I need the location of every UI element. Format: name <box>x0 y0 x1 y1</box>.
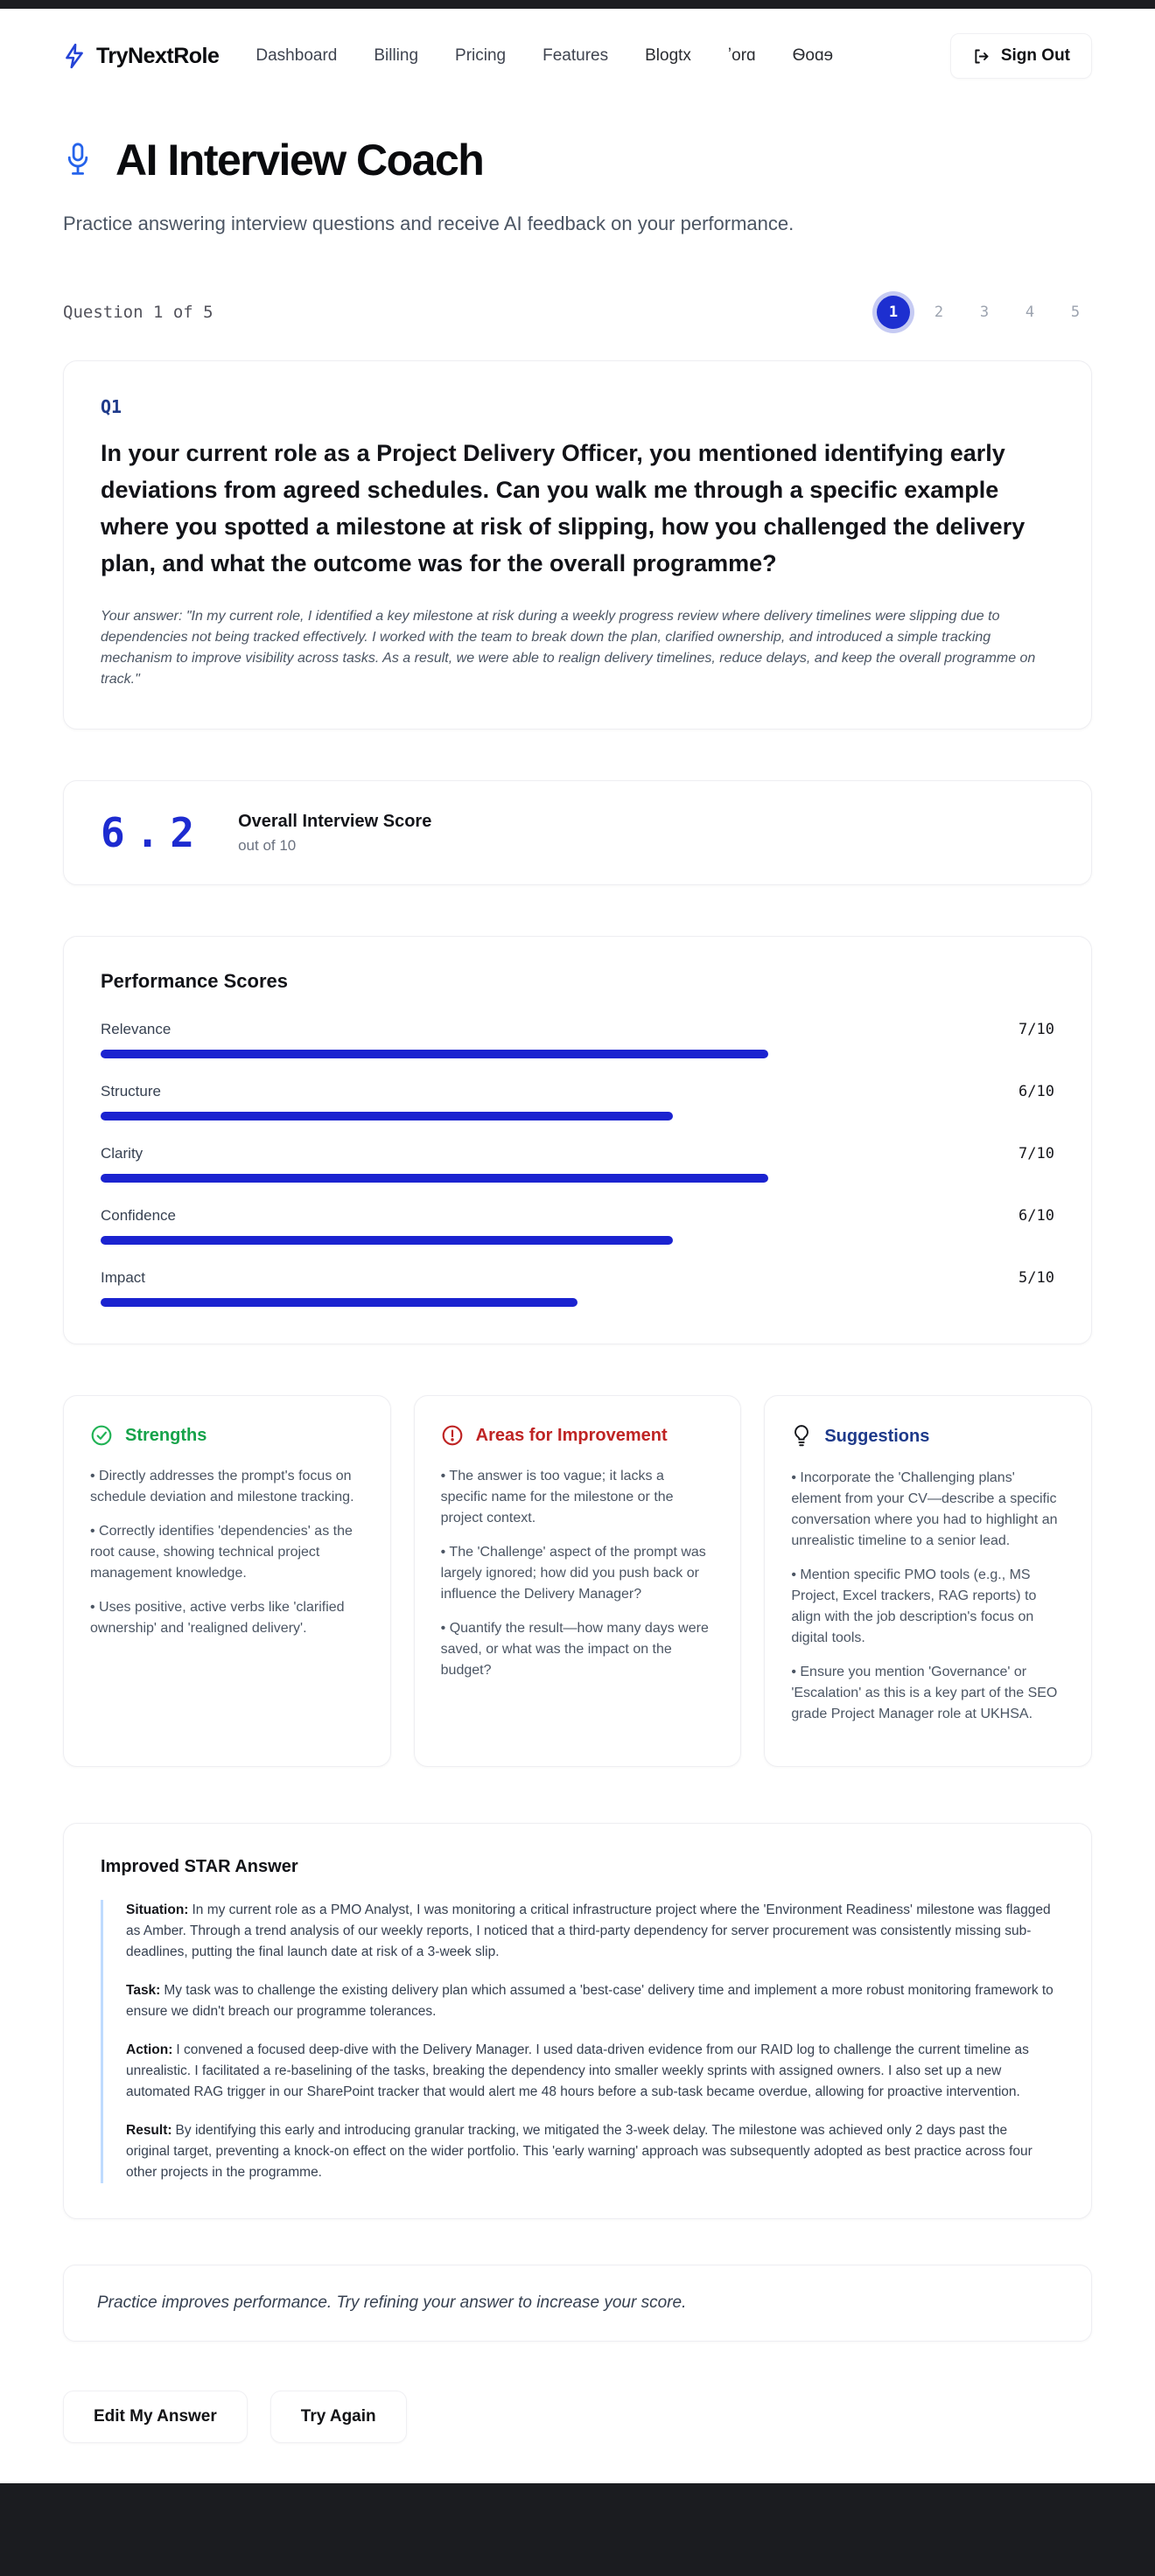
improvement-item: • The 'Challenge' aspect of the prompt was largely ignored; how did you push back or influence the Delivery Manager? <box>441 1542 715 1605</box>
improved-star-answer-title: Improved STAR Answer <box>101 1857 298 1876</box>
overall-score-text <box>238 812 431 855</box>
top-navigation <box>63 9 1092 100</box>
strength-item: • Correctly identifies 'dependencies' as the root cause, showing technical project management knowledge. <box>90 1521 364 1584</box>
metric-label: Confidence <box>101 1207 177 1224</box>
lightning-bolt-logo-icon <box>63 43 86 69</box>
performance-row-impact <box>101 1269 1054 1307</box>
alert-circle-icon <box>441 1424 464 1447</box>
your-answer-text: Your answer: "In my current role, I identified a key milestone at risk during a weekly progress review where delivery timelines were slipping due to dependencies not being tracked effectively. I worked with the team to break down the plan, clarified ownership, and introduced a simple tracking mechanism to improve visibility across tasks. As a result, we were able to realign delivery timelines, reduce delays, and keep the overall programme on track." <box>101 609 1036 687</box>
brand[interactable] <box>63 43 219 69</box>
metric-score: 5/10 <box>1018 1269 1054 1287</box>
overall-score-value: 6.2 <box>101 809 206 856</box>
question-progress-label: Question 1 of 5 <box>63 303 214 322</box>
metric-score: 7/10 <box>1018 1021 1054 1038</box>
question-step-pager <box>877 296 1092 329</box>
suggestion-item: • Mention specific PMO tools (e.g., MS Project, Excel trackers, RAG reports) to align with the job description's focus on digital tools. <box>791 1565 1065 1649</box>
logout-icon <box>972 47 990 66</box>
areas-for-improvement-card <box>414 1395 742 1767</box>
score-bar <box>101 1174 768 1183</box>
improvements-list <box>441 1466 715 1681</box>
overall-score-subtitle: out of 10 <box>238 836 297 854</box>
step-1[interactable]: 1 <box>877 296 910 329</box>
performance-row-confidence <box>101 1207 1054 1245</box>
performance-scores-card <box>63 936 1092 1344</box>
metric-score: 7/10 <box>1018 1145 1054 1162</box>
improved-star-answer-card <box>63 1823 1092 2219</box>
performance-row-clarity <box>101 1145 1054 1183</box>
strength-item: • Directly addresses the prompt's focus on schedule deviation and milestone tracking. <box>90 1466 364 1508</box>
metric-score: 6/10 <box>1018 1083 1054 1100</box>
star-task-label: Task: <box>126 1983 161 1998</box>
score-bar <box>101 1050 768 1058</box>
star-task <box>126 1980 1054 2022</box>
brand-name[interactable]: TryNextRole <box>96 43 220 68</box>
star-action-text: I convened a focused deep-dive with the Delivery Manager. I used data-driven evidence from our RAID log to challenge the current timeline as unrealistic. I facilitated a re-baselining of the tasks, breaking the dependency into smaller weekly sprints with assigned owners. I also set up a new automated RAG trigger in our SharePoint tracker that would alert me 48 hours before a sub-task became overdue, allowing for proactive intervention. <box>126 2042 1029 2099</box>
metric-label: Clarity <box>101 1145 144 1162</box>
overall-score-title: Overall Interview Score <box>238 811 432 831</box>
question-progress-row <box>63 296 1092 329</box>
areas-for-improvement-title: Areas for Improvement <box>475 1425 668 1445</box>
star-result <box>126 2120 1054 2183</box>
strength-item: • Uses positive, active verbs like 'clarified ownership' and 'realigned delivery'. <box>90 1597 364 1639</box>
step-4[interactable]: 4 <box>1025 304 1035 321</box>
score-bar <box>101 1236 673 1245</box>
nav-link-blog[interactable]: Blogtx <box>645 46 691 65</box>
star-result-label: Result: <box>126 2123 172 2138</box>
step-5[interactable]: 5 <box>1070 304 1081 321</box>
suggestion-item: • Ensure you mention 'Governance' or 'Escalation' as this is a key part of the SEO grade Project Manager role at UKHSA. <box>791 1662 1065 1725</box>
star-situation-label: Situation: <box>126 1902 189 1917</box>
check-circle-icon <box>90 1424 113 1447</box>
page-title: AI Interview Coach <box>116 136 484 185</box>
metric-label: Impact <box>101 1269 146 1286</box>
suggestions-title: Suggestions <box>824 1426 930 1446</box>
nav-link-features[interactable]: Features <box>542 46 609 65</box>
score-bar <box>101 1298 578 1307</box>
page-footer <box>0 2483 1155 2576</box>
star-result-text: By identifying this early and introducing granular tracking, we mitigated the 3-week delay. The milestone was achieved only 2 days past the original target, preventing a knock-on effect on the wider portfolio. This 'early warning' approach was subsequently adopted as best practice across four other projects in the programme. <box>126 2123 1032 2180</box>
action-buttons-row <box>63 2391 1092 2443</box>
nav-link-unknown-2[interactable]: Ѳoɑɘ <box>792 46 834 65</box>
star-action-label: Action: <box>126 2042 173 2057</box>
top-dark-strip <box>0 0 1155 9</box>
question-card <box>63 360 1092 730</box>
metric-label: Relevance <box>101 1021 172 1037</box>
metric-label: Structure <box>101 1083 161 1100</box>
question-tag: Q1 <box>101 396 122 417</box>
page-subtitle: Practice answering interview questions and receive AI feedback on your performance. <box>63 213 794 234</box>
performance-row-relevance <box>101 1021 1054 1058</box>
suggestions-card <box>764 1395 1092 1767</box>
microphone-icon <box>63 142 93 178</box>
nav-link-billing[interactable]: Billing <box>374 46 419 65</box>
edit-my-answer-button[interactable]: Edit My Answer <box>63 2391 248 2443</box>
score-bar <box>101 1112 673 1120</box>
step-3[interactable]: 3 <box>979 304 990 321</box>
star-situation-text: In my current role as a PMO Analyst, I was monitoring a critical infrastructure project where the 'Environment Readiness' milestone was flagged as Amber. Through a trend analysis of our weekly reports, I noticed that a third-party dependency for server procurement was consistently missing sub-deadlines, putting the final launch date at risk of a 3-week slip. <box>126 1902 1051 1959</box>
star-action <box>126 2040 1054 2103</box>
step-2[interactable]: 2 <box>934 304 944 321</box>
strengths-title: Strengths <box>125 1425 207 1445</box>
strengths-list <box>90 1466 364 1639</box>
suggestions-list <box>791 1468 1065 1725</box>
nav-link-dashboard[interactable]: Dashboard <box>256 46 338 65</box>
question-text: In your current role as a Project Delivery Officer, you mentioned identifying early deviations from agreed schedules. Can you walk me through a specific example where you spotted a milestone at risk of slipping, how you challenged the delivery plan, and what the outcome was for the overall programme? <box>101 440 1026 576</box>
performance-scores-title: Performance Scores <box>101 970 288 992</box>
nav-link-pricing[interactable]: Pricing <box>455 46 507 65</box>
star-situation <box>126 1900 1054 1963</box>
metric-score: 6/10 <box>1018 1207 1054 1225</box>
star-answer-body <box>101 1900 1054 2183</box>
nav-link-unknown-1[interactable]: ʼorɑ <box>727 46 756 65</box>
sign-out-label: Sign Out <box>1000 46 1070 65</box>
improvement-item: • Quantify the result—how many days were saved, or what was the impact on the budget? <box>441 1618 715 1681</box>
strengths-card <box>63 1395 391 1767</box>
practice-note-text: Practice improves performance. Try refining your answer to increase your score. <box>97 2293 687 2312</box>
try-again-button[interactable]: Try Again <box>270 2391 407 2443</box>
feedback-columns <box>63 1395 1092 1767</box>
suggestion-item: • Incorporate the 'Challenging plans' element from your CV—describe a specific conversation where you had to highlight an unrealistic timeline to a senior lead. <box>791 1468 1065 1552</box>
practice-note-card <box>63 2265 1092 2342</box>
performance-row-structure <box>101 1083 1054 1120</box>
lightbulb-icon <box>791 1424 812 1449</box>
improvement-item: • The answer is too vague; it lacks a specific name for the milestone or the project context. <box>441 1466 715 1529</box>
star-task-text: My task was to challenge the existing delivery plan which assumed a 'best-case' delivery time and implement a more robust monitoring framework to ensure we didn't breach our programme tolerances. <box>126 1983 1054 2019</box>
overall-score-card <box>63 780 1092 885</box>
sign-out-button[interactable] <box>950 33 1092 79</box>
